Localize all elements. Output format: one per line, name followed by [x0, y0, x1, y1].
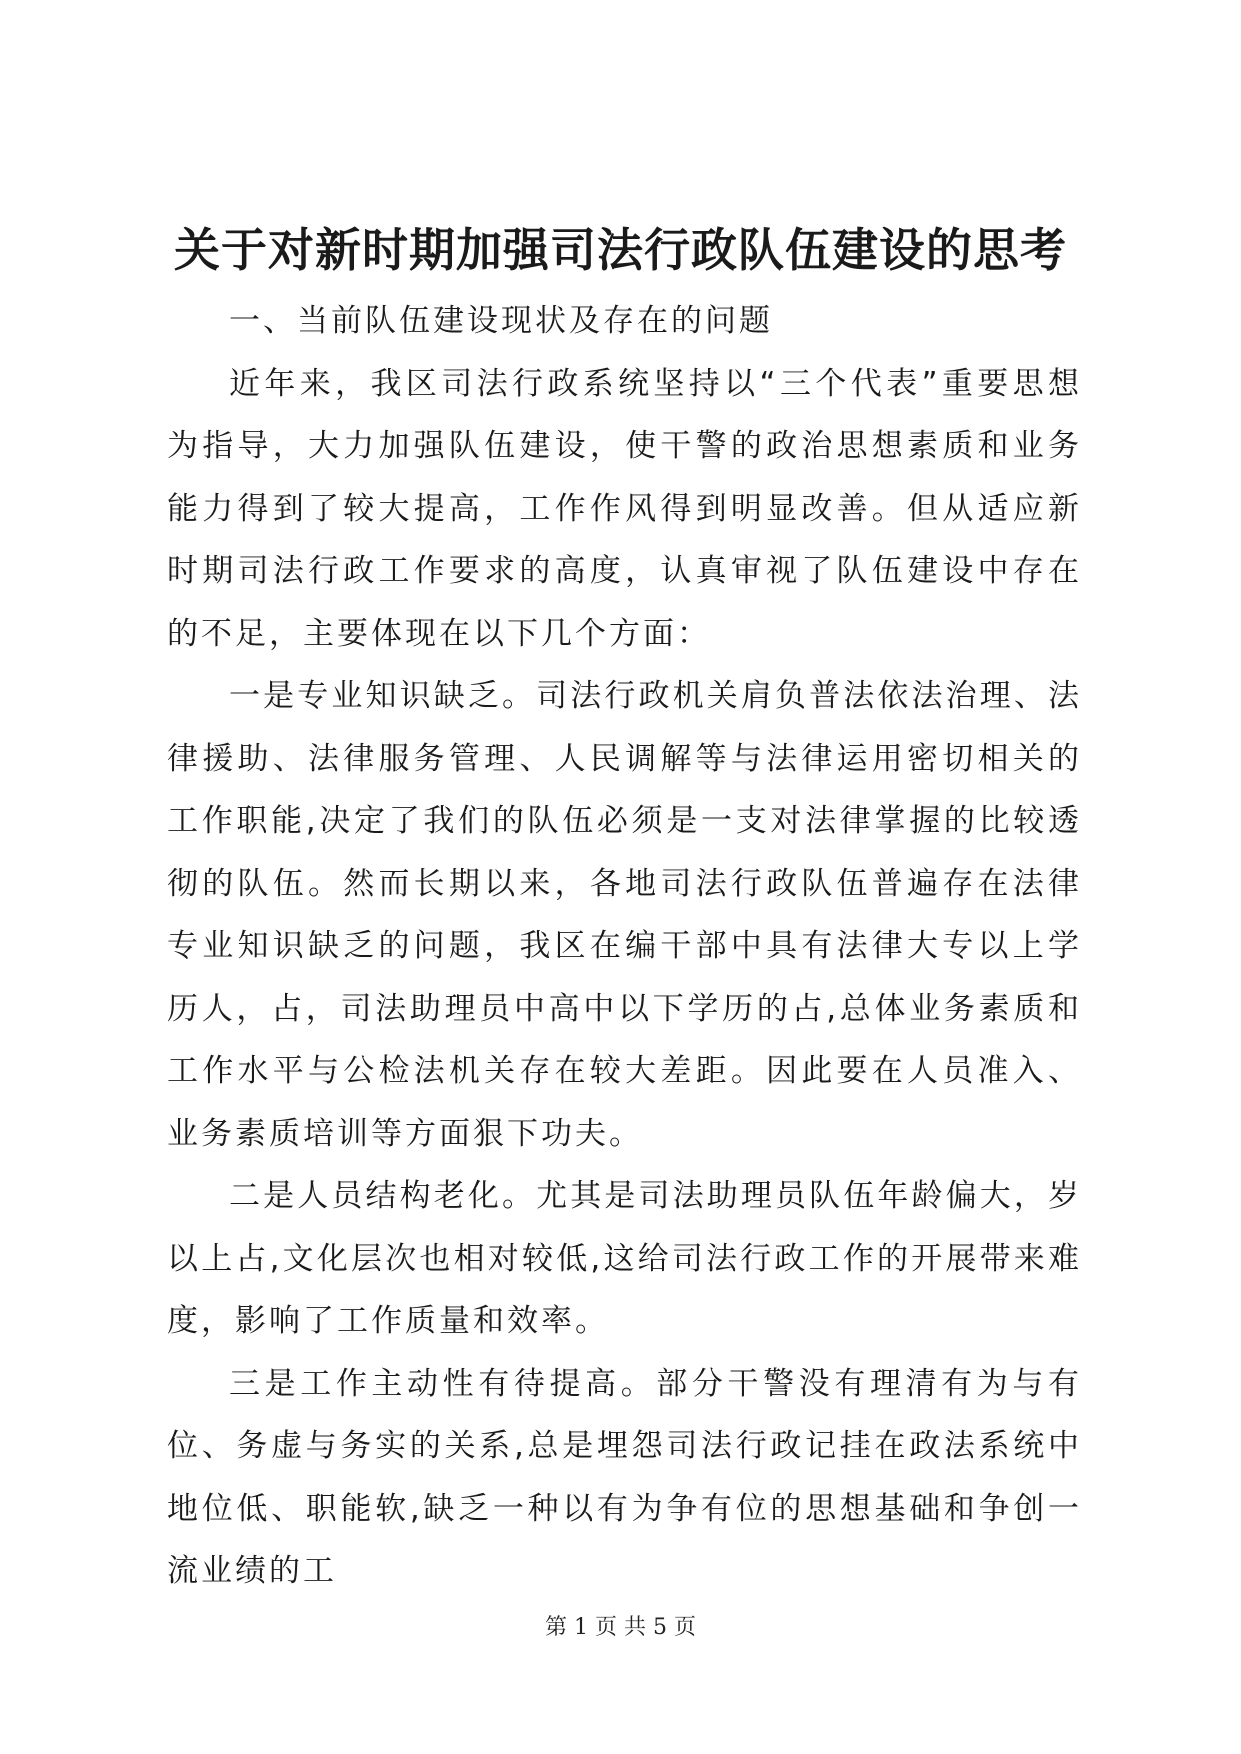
- page-footer: 第 1 页 共 5 页: [545, 1615, 696, 1640]
- paragraph-point-two: 二是人员结构老化。尤其是司法助理员队伍年龄偏大，岁以上占,文化层次也相对较低,这给司法行政工作的开展带来难度，影响了工作质量和效率。: [167, 1178, 1082, 1339]
- section-heading: 一、当前队伍建设现状及存在的问题: [229, 303, 773, 339]
- paragraph-point-one: 一是专业知识缺乏。司法行政机关肩负普法依法治理、法律援助、法律服务管理、人民调解等与法律运用密切相关的工作职能,决定了我们的队伍必须是一支对法律掌握的比较透彻的队伍。然而长期以来，各地司法行政队伍普遍存在法律专业知识缺乏的问题，我区在编干部中具有法律大专以上学历人，占，司法助理员中高中以下学历的占,总体业务素质和工作水平与公检法机关存在较大差距。因此要在人员准入、业务素质培训等方面狠下功夫。: [167, 678, 1082, 1152]
- paragraph-intro: 近年来，我区司法行政系统坚持以“三个代表”重要思想为指导，大力加强队伍建设，使干警的政治思想素质和业务能力得到了较大提高，工作作风得到明显改善。但从适应新时期司法行政工作要求的高度，认真审视了队伍建设中存在的不足，主要体现在以下几个方面：: [167, 365, 1082, 652]
- document-body: [167, 290, 1082, 1603]
- paragraph-point-three: 三是工作主动性有待提高。部分干警没有理清有为与有位、务虚与务实的关系,总是埋怨司法行政记挂在政法系统中地位低、职能软,缺乏一种以有为争有位的思想基础和争创一流业绩的工: [167, 1365, 1082, 1589]
- document-title: 关于对新时期加强司法行政队伍建设的思考: [174, 223, 1067, 277]
